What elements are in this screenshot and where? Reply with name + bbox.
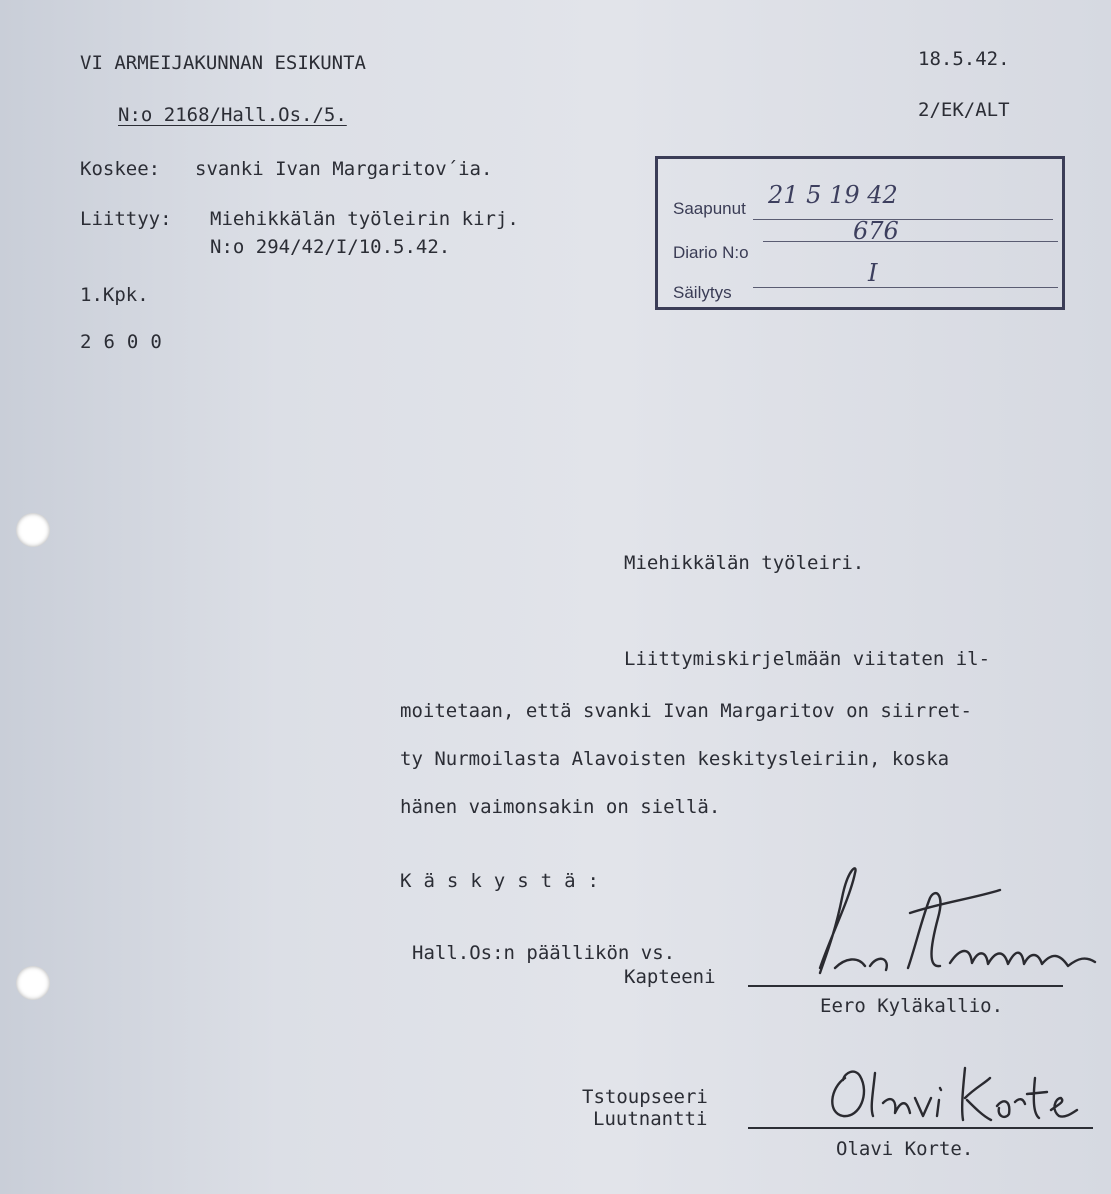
- signer1-name: Eero Kyläkallio.: [820, 995, 1004, 1017]
- body-line-2: moitetaan, että svanki Ivan Margaritov on siirret-: [400, 700, 972, 722]
- signer2-name: Olavi Korte.: [836, 1138, 974, 1160]
- punch-hole: [16, 513, 50, 547]
- body-line-4: hänen vaimonsakin on siellä.: [400, 796, 721, 818]
- stamp-received-label: Saapunut: [673, 199, 746, 218]
- received-stamp: [655, 156, 1065, 310]
- subject-label: Koskee:: [80, 158, 161, 180]
- letter-date: 18.5.42.: [918, 48, 1010, 70]
- signer1-title-2: Kapteeni: [624, 966, 716, 988]
- body-line-3: ty Nurmoilasta Alavoisten keskitysleiriin, koska: [400, 748, 950, 770]
- reference-number: N:o 2168/Hall.Os./5.: [118, 104, 347, 126]
- stamp-line: [753, 219, 1053, 220]
- stamp-diary-value: 676: [853, 217, 899, 245]
- code-number: 2600: [80, 331, 174, 353]
- signer2-title-1: Tstoupseeri: [582, 1086, 708, 1108]
- office-code: 2/EK/ALT: [918, 99, 1010, 121]
- closing: Käskystä:: [400, 870, 611, 892]
- signer2-title-2: Luutnantti: [593, 1108, 708, 1130]
- attachment-line-2: N:o 294/42/I/10.5.42.: [210, 236, 451, 258]
- subject-text: svanki Ivan Margaritov´ia.: [195, 158, 493, 180]
- punch-hole: [16, 966, 50, 1000]
- stamp-received-value: 21 5 19 42: [768, 181, 898, 209]
- body-line-1: Liittymiskirjelmään viitaten il-: [624, 648, 991, 670]
- stamp-line: [753, 287, 1058, 288]
- signer1-title-1: Hall.Os:n päällikön vs.: [412, 942, 676, 964]
- stamp-diary-label: Diario N:o: [673, 243, 749, 262]
- recipient: Miehikkälän työleiri.: [624, 552, 865, 574]
- handwritten-signature-2: [815, 1058, 1085, 1138]
- attachment-label: Liittyy:: [80, 208, 172, 230]
- sender-heading: VI ARMEIJAKUNNAN ESIKUNTA: [80, 52, 366, 74]
- stamp-storage-value: I: [868, 259, 878, 287]
- stamp-line: [763, 241, 1058, 242]
- stamp-storage-label: Säilytys: [673, 283, 732, 302]
- handwritten-signature-1: [790, 858, 1110, 998]
- copies-note: 1.Kpk.: [80, 284, 149, 306]
- attachment-line-1: Miehikkälän työleirin kirj.: [210, 208, 519, 230]
